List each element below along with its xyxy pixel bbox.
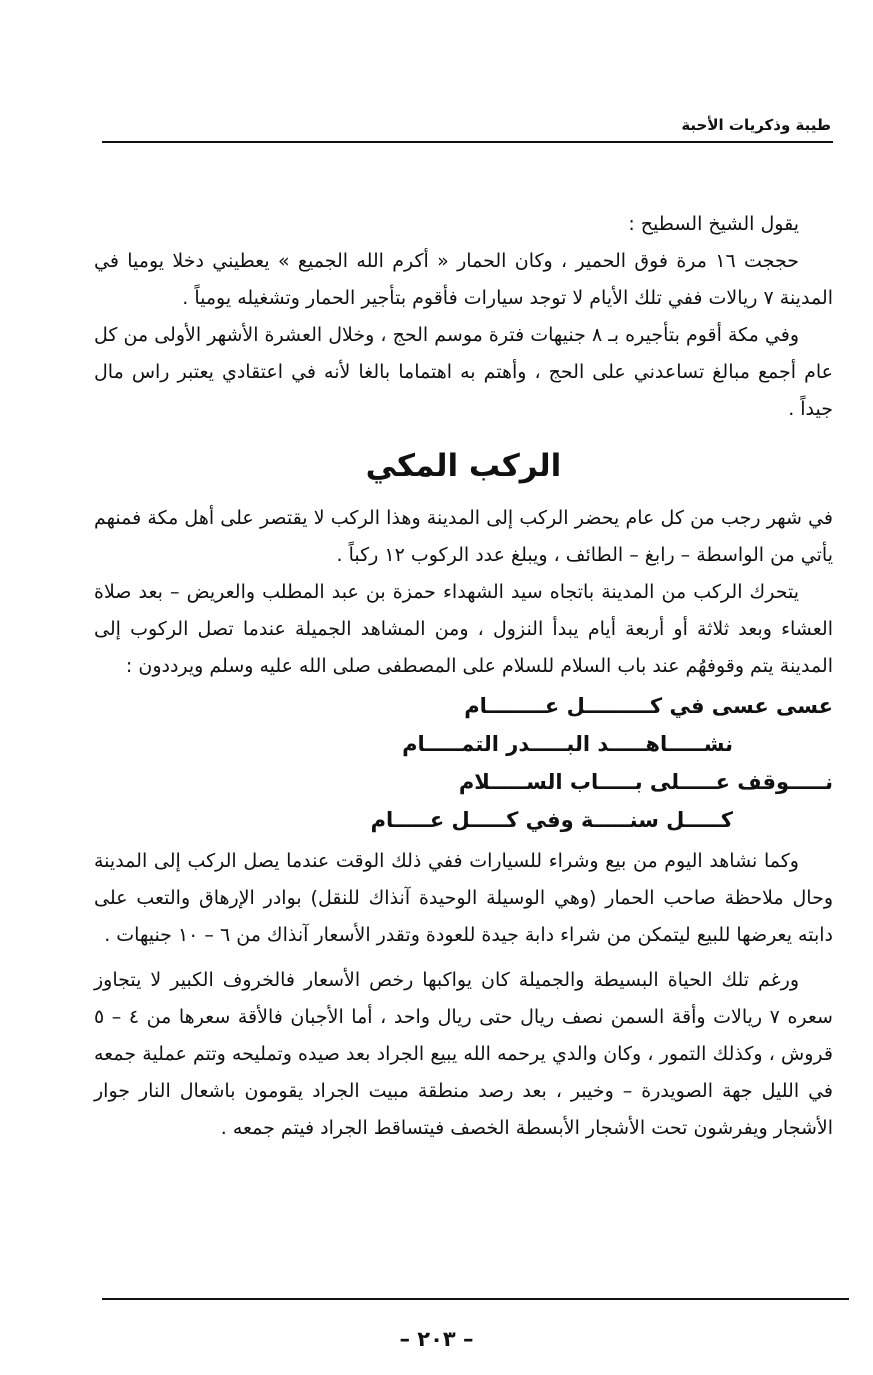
paragraph-pilgrimage: حججت ١٦ مرة فوق الحمير ، وكان الحمار « أكرم الله الجميع » يعطيني دخلا يوميا في المدينة ٧ ريالات ففي تلك الأيام لا توجد سيارات فأقوم بتأجير الحمار وتشغيله يومياً .	[94, 250, 833, 309]
intro-line: يقول الشيخ السطيح :	[628, 213, 799, 235]
paragraph-animal-trade: وكما نشاهد اليوم من بيع وشراء للسيارات ففي ذلك الوقت عندما يصل الركب إلى المدينة وحال ملاحظة صاحب الحمار (وهي الوسيلة الوحيدة آنذاك للنقل) بوادر الإرهاق والتعب على دابته يعرضها للبيع ليتمكن من شراء دابة جيدة للعودة وتقدر الأسعار آنذاك من ٦ – ١٠ جنيهات .	[94, 850, 833, 946]
chant-verse-3: نـــــوقف عـــــلى بـــــاب الســـــلام	[458, 770, 833, 794]
footer-rule	[102, 1298, 849, 1300]
chant-verse-2: نشـــــاهـــــد البـــــدر التمـــــام	[402, 732, 733, 756]
running-header-title: طيبة وذكريات الأحبة	[681, 116, 831, 134]
paragraph-caravan-departure: يتحرك الركب من المدينة باتجاه سيد الشهداء حمزة بن عبد المطلب والعريض – بعد صلاة العشاء وبعد ثلاثة أو أربعة أيام يبدأ النزول ، ومن المشاهد الجميلة عندما تصل الركوب إلى المدينة يتم وقوفهُم عند باب السلام للسلام على المصطفى صلى الله عليه وسلم ويرددون :	[94, 581, 833, 677]
chant-verse-1: عسى عسى في كـــــــــل عــــــــام	[464, 694, 833, 718]
chant-verses	[94, 687, 833, 839]
chant-verse-4: كـــــل سنـــــة وفي كـــــل عـــــام	[370, 808, 733, 832]
page-content	[94, 206, 833, 1147]
header-rule	[102, 141, 833, 143]
page-number: – ٢٠٣ –	[399, 1327, 474, 1351]
paragraph-rajab-caravan: في شهر رجب من كل عام يحضر الركب إلى المدينة وهذا الركب لا يقتصر على أهل مكة فمنهم يأتي من الواسطة – رابغ – الطائف ، ويبلغ عدد الركوب ١٢ ركباً .	[94, 507, 833, 566]
section-title: الركب المكي	[365, 448, 562, 484]
paragraph-mecca-rental: وفي مكة أقوم بتأجيره بـ ٨ جنيهات فترة موسم الحج ، وخلال العشرة الأشهر الأولى من كل عام أجمع مبالغ تساعدني على الحج ، وأهتم به اهتماما بالغا لأنه في اعتقادي يعتبر راس مال جيداً .	[94, 324, 833, 420]
paragraph-prices-locusts: ورغم تلك الحياة البسيطة والجميلة كان يواكبها رخص الأسعار فالخروف الكبير لا يتجاوز سعره ٧ ريالات وأقة السمن نصف ريال حتى ريال واحد ، أما الأجبان فالأقة سعرها من ٤ – ٥ قروش ، وكذلك التمور ، وكان والدي يرحمه الله يبيع الجراد بعد صيده وتمليحه وتتم عملية جمعه في الليل جهة الصويدرة – وخيبر ، بعد رصد منطقة مبيت الجراد يقومون باشعال النار جوار الأشجار ويفرشون تحت الأشجار الأبسطة الخصف فيتساقط الجراد فيتم جمعه .	[94, 969, 833, 1139]
